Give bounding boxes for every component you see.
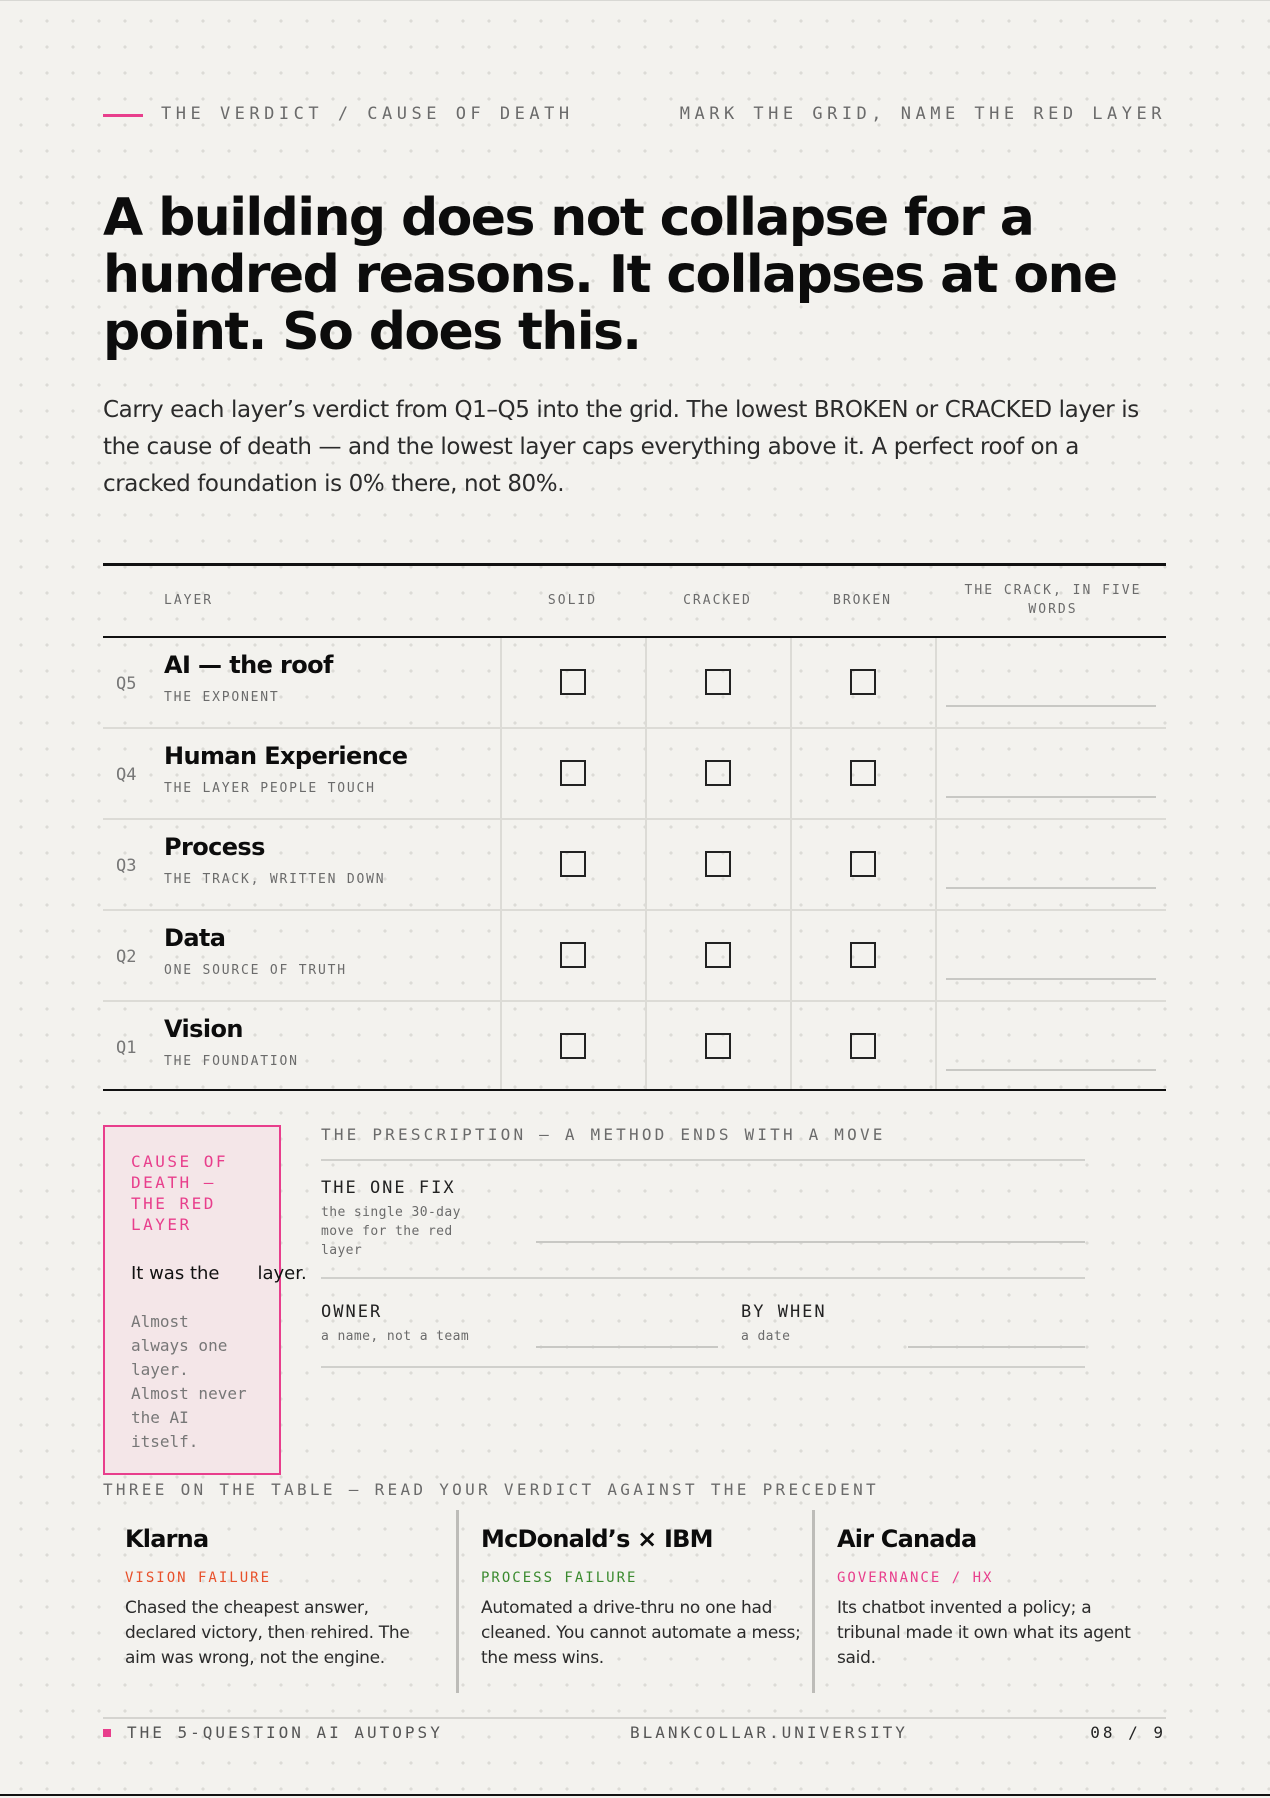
broken-checkbox[interactable] [850, 669, 876, 695]
question-number: Q1 [116, 1038, 137, 1058]
solid-checkbox[interactable] [560, 669, 586, 695]
crack-input-line[interactable] [946, 796, 1156, 798]
col-broken: BROKEN [833, 593, 892, 608]
solid-checkbox[interactable] [560, 942, 586, 968]
layer-subtitle: THE EXPONENT [164, 690, 280, 705]
cause-note: Almost always one layer. Almost never the AI itself. [131, 1312, 247, 1451]
grid-header [103, 566, 1166, 638]
page-number: 08 / 9 [1090, 1723, 1166, 1742]
precedent-card-klarna [103, 1510, 457, 1693]
cause-statement [131, 1263, 331, 1284]
case-name: Air Canada [837, 1525, 977, 1553]
col-solid: SOLID [547, 593, 598, 608]
layer-name: Data [164, 924, 226, 952]
case-name: McDonald’s × IBM [481, 1525, 713, 1553]
crack-input-line[interactable] [946, 705, 1156, 707]
col-layer: LAYER [164, 593, 214, 608]
footer-site: BLANKCOLLAR.UNIVERSITY [630, 1723, 908, 1742]
layer-subtitle: THE LAYER PEOPLE TOUCH [164, 781, 376, 796]
grid-row-q2 [103, 911, 1166, 1002]
bottom-rule [0, 1794, 1270, 1796]
case-description: Automated a drive-thru no one had cleaned. You cannot automate a mess; the mess wins. [481, 1598, 801, 1668]
solid-checkbox[interactable] [560, 760, 586, 786]
owner-input-line[interactable] [536, 1346, 718, 1348]
col-crack: THE CRACK, IN FIVE WORDS [964, 583, 1142, 617]
layer-name: Process [164, 833, 265, 861]
cause-prefix: It was the [131, 1263, 220, 1284]
failure-tag: VISION FAILURE [125, 1570, 272, 1586]
failure-tag: PROCESS FAILURE [481, 1570, 638, 1586]
cracked-checkbox[interactable] [705, 851, 731, 877]
verdict-grid [103, 563, 1166, 1091]
prescription-rule [321, 1159, 1085, 1161]
cause-of-death-box [103, 1125, 307, 1475]
layer-name: AI — the roof [164, 651, 333, 679]
crack-input-line[interactable] [946, 1069, 1156, 1071]
prescription-title: THE PRESCRIPTION — A METHOD ENDS WITH A MOVE [321, 1125, 886, 1144]
grid-row-q4 [103, 729, 1166, 820]
header-bar [103, 104, 1166, 128]
owner-label: OWNER [321, 1302, 383, 1322]
one-fix-input-line[interactable] [536, 1241, 1085, 1243]
grid-row-q3 [103, 820, 1166, 911]
cracked-checkbox[interactable] [705, 1033, 731, 1059]
col-cracked: CRACKED [683, 593, 752, 608]
broken-checkbox[interactable] [850, 851, 876, 877]
accent-square [103, 1729, 111, 1737]
owner-sublabel: a name, not a team [321, 1329, 470, 1344]
precedent-card-air-canada [815, 1510, 1169, 1693]
by-when-sublabel: a date [741, 1329, 791, 1344]
solid-checkbox[interactable] [560, 1033, 586, 1059]
case-description: Chased the cheapest answer, declared victory, then rehired. The aim was wrong, not the engine. [125, 1598, 410, 1668]
question-number: Q5 [116, 674, 137, 694]
grid-row-q5 [103, 638, 1166, 729]
question-number: Q4 [116, 765, 137, 785]
broken-checkbox[interactable] [850, 760, 876, 786]
question-number: Q2 [116, 947, 137, 967]
question-number: Q3 [116, 856, 137, 876]
one-fix-sublabel: the single 30-day move for the red layer [321, 1205, 461, 1258]
case-name: Klarna [125, 1525, 209, 1553]
crack-input-line[interactable] [946, 978, 1156, 980]
failure-tag: GOVERNANCE / HX [837, 1570, 994, 1586]
prescription-rule [321, 1366, 1085, 1368]
crack-input-line[interactable] [946, 887, 1156, 889]
precedent-card-mcdonalds [459, 1510, 813, 1693]
cracked-checkbox[interactable] [705, 669, 731, 695]
page-headline: A building does not collapse for a hundred reasons. It collapses at one point. So does this. [103, 188, 1117, 362]
layer-subtitle: THE TRACK, WRITTEN DOWN [164, 872, 386, 887]
section-label: THE VERDICT / CAUSE OF DEATH [161, 104, 574, 124]
layer-subtitle: THE FOUNDATION [164, 1054, 299, 1069]
layer-name: Human Experience [164, 742, 408, 770]
by-when-input-line[interactable] [908, 1346, 1085, 1348]
one-fix-label: THE ONE FIX [321, 1178, 456, 1198]
layer-name: Vision [164, 1015, 243, 1043]
footer [103, 1723, 1166, 1747]
cause-title: CAUSE OF DEATH — THE RED LAYER [131, 1152, 229, 1234]
broken-checkbox[interactable] [850, 942, 876, 968]
instruction-label: MARK THE GRID, NAME THE RED LAYER [679, 104, 1166, 124]
case-description: Its chatbot invented a policy; a tribunal made it own what its agent said. [837, 1598, 1131, 1668]
grid-row-q1 [103, 1002, 1166, 1091]
by-when-label: BY WHEN [741, 1302, 827, 1322]
accent-dash [103, 114, 143, 117]
cracked-checkbox[interactable] [705, 942, 731, 968]
intro-paragraph: Carry each layer’s verdict from Q1–Q5 into the grid. The lowest BROKEN or CRACKED layer is the cause of death — and the lowest layer caps everything above it. A perfect roof on a cracked foundation is 0% there, not 80%. [103, 397, 1139, 497]
footer-rule [103, 1717, 1166, 1719]
layer-subtitle: ONE SOURCE OF TRUTH [164, 963, 347, 978]
solid-checkbox[interactable] [560, 851, 586, 877]
top-rule [0, 0, 1270, 1]
cracked-checkbox[interactable] [705, 760, 731, 786]
cause-suffix: layer. [257, 1263, 307, 1284]
prescription-section [321, 1125, 1085, 1375]
precedent-title: THREE ON THE TABLE — READ YOUR VERDICT AGAINST THE PRECEDENT [103, 1480, 879, 1499]
broken-checkbox[interactable] [850, 1033, 876, 1059]
precedent-cards [103, 1510, 1166, 1693]
footer-title: THE 5-QUESTION AI AUTOPSY [127, 1723, 443, 1742]
prescription-rule [321, 1277, 1085, 1279]
